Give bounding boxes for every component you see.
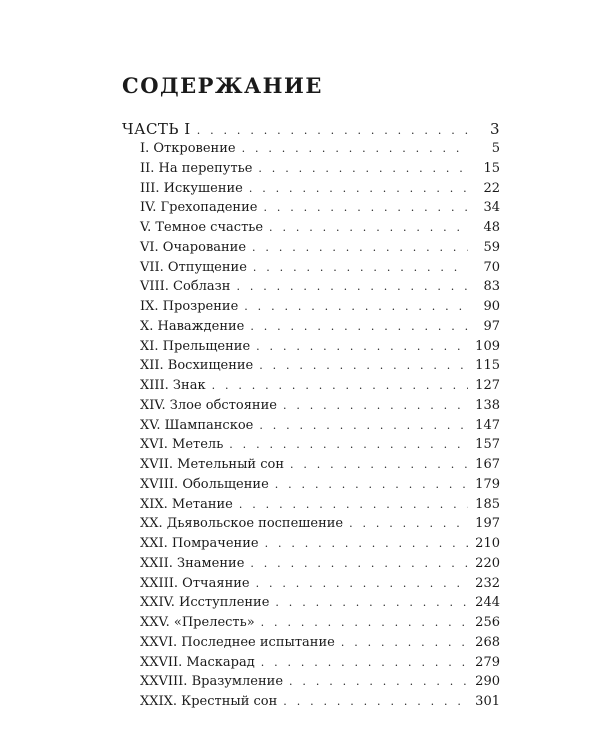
- chapter-title: XXVIII. Вразумление: [140, 674, 284, 690]
- chapter-page-number: 109: [475, 338, 500, 354]
- dot-leader: [197, 121, 468, 141]
- chapter-page-number: 244: [475, 595, 500, 611]
- chapter-page-number: 268: [475, 634, 500, 650]
- toc-chapter-row: [122, 238, 500, 258]
- toc-chapter-row: [122, 593, 500, 613]
- part-page-number: 3: [489, 120, 500, 138]
- dot-leader: [244, 297, 468, 317]
- toc-chapter-row: [122, 159, 500, 179]
- chapter-page-number: 256: [475, 615, 500, 630]
- chapter-title: XIII. Знак: [140, 378, 206, 393]
- chapter-title: XVII. Метельный сон: [140, 457, 284, 472]
- dot-leader: [269, 218, 468, 238]
- dot-leader: [253, 258, 468, 278]
- dot-leader: [252, 238, 468, 258]
- chapter-page-number: 179: [475, 476, 500, 492]
- chapter-page-number: 185: [475, 496, 500, 512]
- toc-chapter-row: [122, 455, 500, 475]
- chapter-title: XXVII. Маскарад: [140, 654, 255, 670]
- dot-leader: [242, 139, 468, 159]
- dot-leader: [250, 317, 468, 337]
- chapter-page-number: 220: [475, 555, 500, 571]
- part-label: ЧАСТЬ I: [122, 120, 191, 138]
- dot-leader: [259, 416, 468, 436]
- table-of-contents: [122, 119, 500, 712]
- toc-chapter-row: [122, 337, 500, 357]
- chapter-page-number: 290: [475, 674, 500, 690]
- chapter-title: II. На перепутье: [140, 160, 253, 176]
- toc-chapter-row: [122, 672, 500, 692]
- chapter-page-number: 48: [483, 220, 500, 235]
- toc-chapter-row: [122, 356, 500, 376]
- toc-chapter-row: [122, 495, 500, 515]
- toc-chapter-row: [122, 435, 500, 455]
- dot-leader: [265, 534, 468, 554]
- chapter-page-number: 34: [483, 200, 500, 216]
- toc-chapter-row: [122, 376, 500, 396]
- dot-leader: [275, 475, 468, 495]
- chapter-title: I. Откровение: [140, 141, 236, 156]
- chapter-title: XXV. «Прелесть»: [140, 615, 255, 630]
- dot-leader: [290, 455, 468, 475]
- dot-leader: [212, 376, 468, 396]
- toc-chapter-row: [122, 317, 500, 337]
- chapter-page-number: 210: [475, 536, 500, 551]
- chapter-title: X. Наваждение: [140, 318, 245, 334]
- dot-leader: [239, 495, 468, 515]
- chapter-title: V. Темное счастье: [140, 220, 264, 235]
- toc-chapter-row: [122, 416, 500, 436]
- chapter-page-number: 232: [475, 575, 500, 591]
- chapter-title: IV. Грехопадение: [140, 200, 258, 216]
- toc-chapter-row: [122, 574, 500, 594]
- dot-leader: [236, 277, 468, 297]
- toc-chapter-row: [122, 139, 500, 159]
- toc-chapter-row: [122, 692, 500, 712]
- dot-leader: [261, 613, 468, 633]
- chapter-title: IX. Прозрение: [140, 299, 239, 314]
- chapter-page-number: 157: [475, 437, 500, 453]
- toc-chapter-row: [122, 475, 500, 495]
- toc-chapter-row: [122, 396, 500, 416]
- dot-leader: [349, 514, 468, 534]
- toc-chapter-row: [122, 554, 500, 574]
- toc-chapter-row: [122, 653, 500, 673]
- chapter-page-number: 279: [475, 654, 500, 670]
- toc-chapter-row: [122, 277, 500, 297]
- dot-leader: [263, 198, 468, 218]
- chapter-title: VII. Отпущение: [140, 259, 247, 275]
- chapter-title: XIV. Злое обстояние: [140, 397, 277, 413]
- chapter-page-number: 147: [475, 417, 500, 433]
- dot-leader: [258, 159, 468, 179]
- chapter-page-number: 301: [475, 694, 500, 709]
- toc-chapter-row: [122, 179, 500, 199]
- dot-leader: [250, 554, 468, 574]
- toc-chapter-row: [122, 198, 500, 218]
- chapter-title: XXIX. Крестный сон: [140, 694, 278, 709]
- toc-chapter-row: [122, 613, 500, 633]
- chapter-title: XX. Дьявольское поспешение: [140, 516, 344, 532]
- chapter-title: XVI. Метель: [140, 437, 224, 453]
- chapter-page-number: 83: [483, 279, 500, 295]
- chapter-page-number: 167: [475, 457, 500, 472]
- chapter-title: XI. Прельщение: [140, 338, 251, 354]
- toc-part-row: [122, 119, 500, 139]
- toc-chapter-row: [122, 218, 500, 238]
- chapter-title: XXIII. Отчаяние: [140, 575, 250, 591]
- chapter-page-number: 127: [475, 378, 500, 393]
- dot-leader: [283, 692, 468, 712]
- chapter-title: VI. Очарование: [140, 239, 247, 255]
- chapter-title: XV. Шампанское: [140, 417, 254, 433]
- chapter-page-number: 22: [483, 180, 500, 196]
- toc-chapter-row: [122, 534, 500, 554]
- dot-leader: [261, 653, 468, 673]
- chapter-page-number: 115: [475, 358, 500, 374]
- chapter-page-number: 197: [475, 516, 500, 532]
- dot-leader: [229, 435, 468, 455]
- chapter-title: III. Искушение: [140, 180, 243, 196]
- page-title: СОДЕРЖАНИЕ: [122, 73, 323, 98]
- chapter-page-number: 59: [483, 239, 500, 255]
- toc-chapter-row: [122, 297, 500, 317]
- chapter-page-number: 70: [483, 259, 500, 275]
- toc-chapter-row: [122, 514, 500, 534]
- chapter-title: XXI. Помрачение: [140, 536, 259, 551]
- chapter-page-number: 5: [491, 141, 500, 156]
- chapter-title: XXIV. Исступление: [140, 595, 270, 611]
- chapter-title: XXVI. Последнее испытание: [140, 634, 335, 650]
- chapter-title: XII. Восхищение: [140, 358, 254, 374]
- chapter-title: VIII. Соблазн: [140, 279, 231, 295]
- toc-chapter-row: [122, 258, 500, 278]
- chapter-page-number: 90: [483, 299, 500, 314]
- dot-leader: [341, 633, 468, 653]
- chapter-page-number: 97: [483, 318, 500, 334]
- chapter-page-number: 138: [475, 397, 500, 413]
- chapter-page-number: 15: [483, 160, 500, 176]
- dot-leader: [289, 672, 468, 692]
- chapter-title: XIX. Метание: [140, 496, 233, 512]
- dot-leader: [249, 179, 468, 199]
- dot-leader: [283, 396, 468, 416]
- dot-leader: [275, 593, 468, 613]
- chapter-title: XVIII. Обольщение: [140, 476, 269, 492]
- dot-leader: [256, 337, 468, 357]
- chapter-title: XXII. Знамение: [140, 555, 245, 571]
- toc-chapter-row: [122, 633, 500, 653]
- dot-leader: [256, 574, 468, 594]
- dot-leader: [259, 356, 468, 376]
